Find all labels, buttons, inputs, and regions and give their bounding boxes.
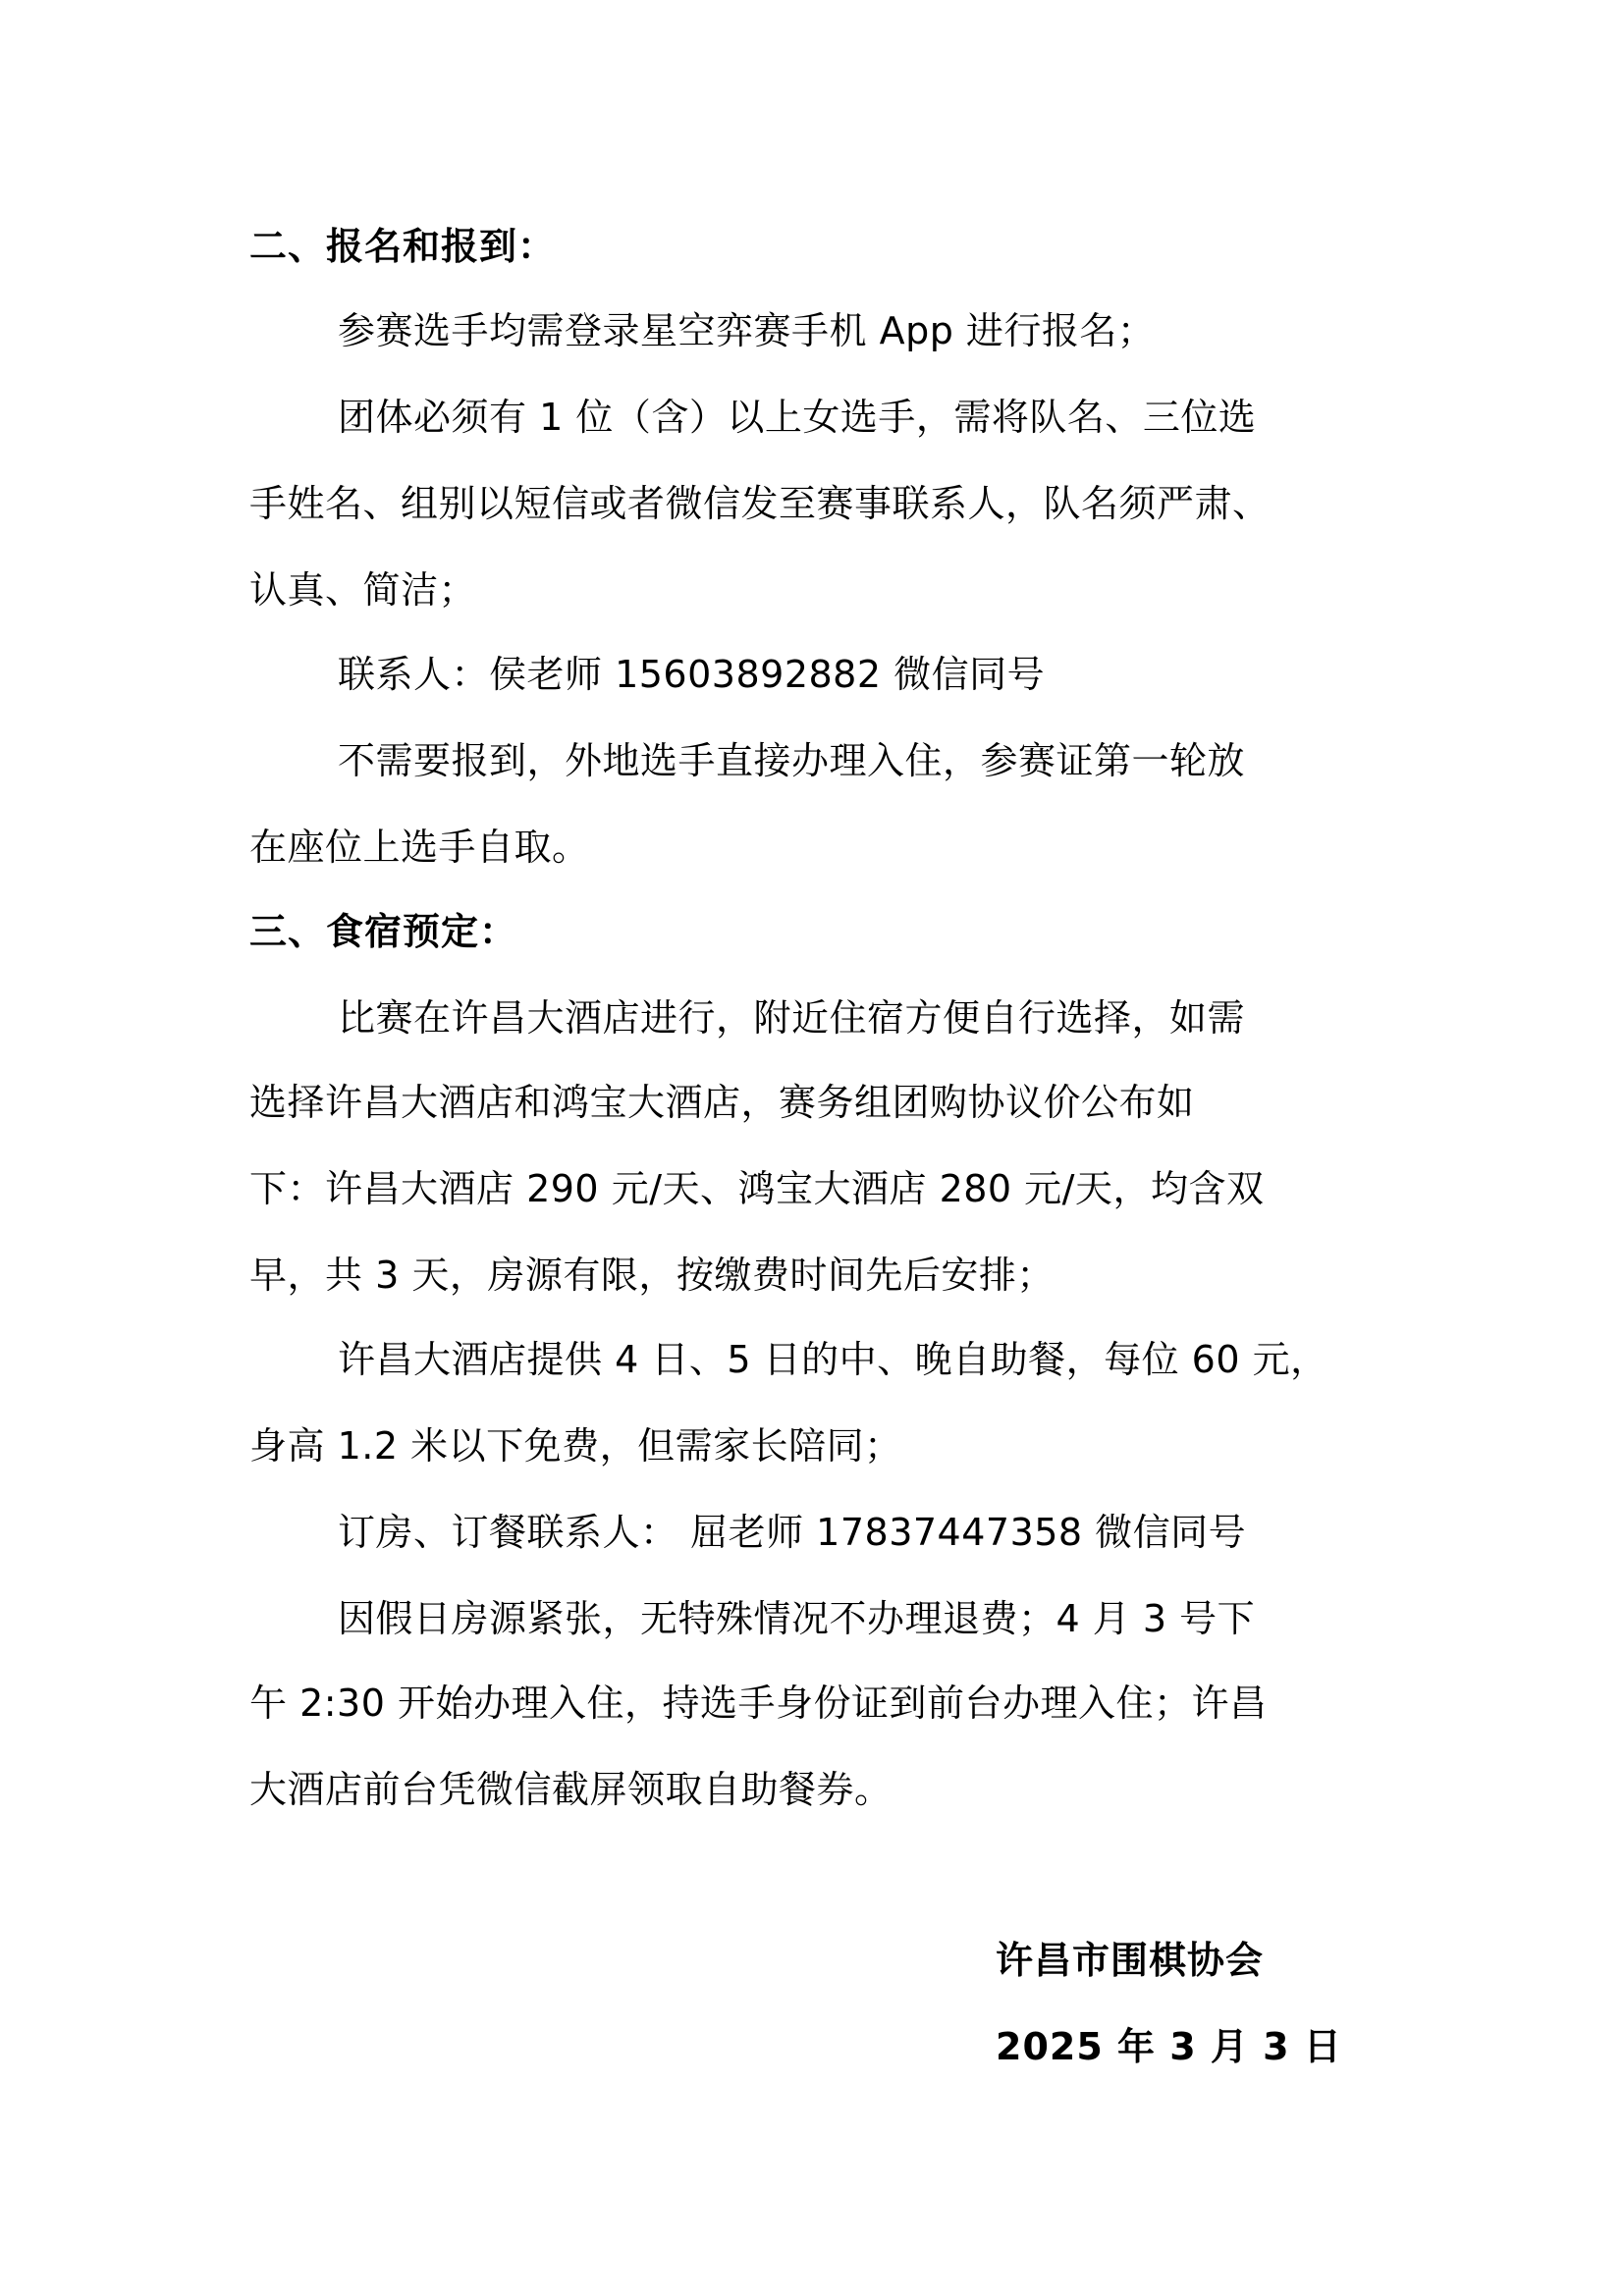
paragraph-line: 参赛选手均需登录星空弈赛手机 App 进行报名； <box>338 309 1156 352</box>
paragraph-line: 不需要报到，外地选手直接办理入住，参赛证第一轮放 <box>338 739 1246 782</box>
paragraph-line: 早，共 3 天，房源有限，按缴费时间先后安排； <box>249 1254 1055 1297</box>
paragraph-line: 许昌大酒店提供 4 日、5 日的中、晚自助餐，每位 60 元， <box>338 1338 1328 1381</box>
paragraph-line: 身高 1.2 米以下免费，但需家长陪同； <box>249 1424 902 1468</box>
contact-line: 联系人：侯老师 15603892882 微信同号 <box>338 653 1046 696</box>
paragraph-line: 比赛在许昌大酒店进行，附近住宿方便自行选择，如需 <box>338 996 1246 1040</box>
paragraph-line: 手姓名、组别以短信或者微信发至赛事联系人，队名须严肃、 <box>249 482 1271 525</box>
paragraph-line: 在座位上选手自取。 <box>249 826 590 869</box>
section-3-heading: 三、食宿预定： <box>249 910 518 953</box>
section-2-heading: 二、报名和报到： <box>249 225 557 268</box>
paragraph-line: 选择许昌大酒店和鸿宝大酒店，赛务组团购协议价公布如 <box>249 1081 1195 1124</box>
paragraph-line: 团体必须有 1 位（含）以上女选手，需将队名、三位选 <box>338 396 1257 439</box>
paragraph-line: 午 2:30 开始办理入住，持选手身份证到前台办理入住；许昌 <box>249 1682 1268 1725</box>
paragraph-line: 下：许昌大酒店 290 元/天、鸿宝大酒店 280 元/天，均含双 <box>249 1167 1265 1210</box>
paragraph-line: 大酒店前台凭微信截屏领取自助餐券。 <box>249 1768 893 1811</box>
signature-organization: 许昌市围棋协会 <box>996 1939 1265 1982</box>
paragraph-line: 因假日房源紧张，无特殊情况不办理退费；4 月 3 号下 <box>338 1597 1256 1640</box>
signature-date: 2025 年 3 月 3 日 <box>996 2025 1342 2068</box>
contact-line: 订房、订餐联系人： 屈老师 17837447358 微信同号 <box>338 1511 1247 1554</box>
paragraph-line: 认真、简洁； <box>249 568 477 612</box>
